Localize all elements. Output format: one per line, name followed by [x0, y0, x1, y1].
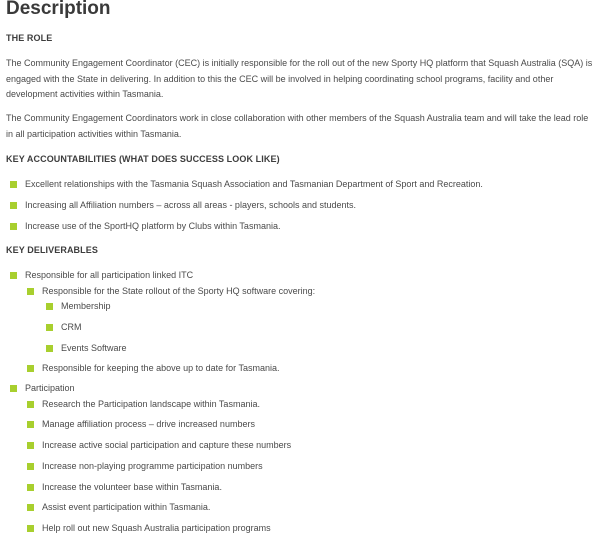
square-bullet-icon	[10, 272, 17, 279]
participation-text: Increase the volunteer base within Tasmania.	[42, 482, 222, 492]
page-title: Description	[6, 0, 111, 19]
role-title: THE ROLE	[6, 33, 53, 43]
software-text: CRM	[61, 322, 82, 332]
participation-text: Increase active social participation and capture these numbers	[42, 440, 292, 450]
participation-text: Assist event participation within Tasmania.	[42, 502, 211, 512]
list-item	[10, 199, 356, 211]
list-item	[46, 342, 127, 354]
list-item	[10, 220, 280, 232]
deliverable-text: Participation	[25, 383, 75, 393]
deliverable-text: Responsible for all participation linked ITC	[25, 270, 194, 280]
square-bullet-icon	[27, 365, 34, 372]
square-bullet-icon	[10, 223, 17, 230]
list-item	[27, 418, 255, 430]
square-bullet-icon	[46, 303, 53, 310]
square-bullet-icon	[27, 442, 34, 449]
square-bullet-icon	[46, 345, 53, 352]
list-item	[27, 522, 271, 534]
list-item	[27, 460, 263, 472]
accountabilities-title: KEY ACCOUNTABILITIES (WHAT DOES SUCCESS LOOK LIKE)	[6, 154, 280, 164]
software-text: Events Software	[61, 343, 127, 353]
square-bullet-icon	[27, 421, 34, 428]
square-bullet-icon	[27, 401, 34, 408]
square-bullet-icon	[10, 181, 17, 188]
list-item	[27, 481, 222, 493]
participation-text: Increase non-playing programme participation numbers	[42, 461, 263, 471]
role-paragraph-1: The Community Engagement Coordinator (CEC) is initially responsible for the roll out of the new Sporty HQ platform that Squash Australia (SQA) is engaged with the State in delivering. In addition to this the CEC will be involved in helping coordinating school programs, facility and other development activities within Tasmania.	[6, 58, 593, 99]
accountability-text: Increase use of the SportHQ platform by Clubs within Tasmania.	[25, 221, 281, 231]
participation-text: Research the Participation landscape within Tasmania.	[42, 399, 260, 409]
participation-text: Manage affiliation process – drive increased numbers	[42, 419, 255, 429]
deliverables-title: KEY DELIVERABLES	[6, 245, 98, 255]
square-bullet-icon	[10, 202, 17, 209]
list-item	[10, 178, 483, 190]
list-item	[27, 398, 260, 410]
square-bullet-icon	[46, 324, 53, 331]
list-item	[46, 300, 111, 312]
software-text: Membership	[61, 301, 111, 311]
square-bullet-icon	[27, 463, 34, 470]
participation-text: Help roll out new Squash Australia participation programs	[42, 523, 271, 533]
square-bullet-icon	[27, 504, 34, 511]
deliverable-text: Responsible for keeping the above up to date for Tasmania.	[42, 363, 280, 373]
list-item	[10, 382, 75, 394]
list-item	[27, 362, 280, 374]
accountability-text: Excellent relationships with the Tasmania Squash Association and Tasmanian Department of Sport and Recreation.	[25, 179, 483, 189]
square-bullet-icon	[27, 288, 34, 295]
list-item	[46, 321, 82, 333]
list-item	[27, 501, 210, 513]
list-item	[27, 439, 291, 451]
deliverable-text: Responsible for the State rollout of the Sporty HQ software covering:	[42, 286, 316, 296]
list-item	[10, 269, 193, 281]
accountability-text: Increasing all Affiliation numbers – across all areas - players, schools and students.	[25, 200, 357, 210]
square-bullet-icon	[27, 525, 34, 532]
square-bullet-icon	[27, 484, 34, 491]
square-bullet-icon	[10, 385, 17, 392]
list-item	[27, 285, 315, 297]
role-paragraph-2: The Community Engagement Coordinators work in close collaboration with other members of the Squash Australia team and will take the lead role in all participation activities within Tasmania.	[6, 113, 589, 139]
